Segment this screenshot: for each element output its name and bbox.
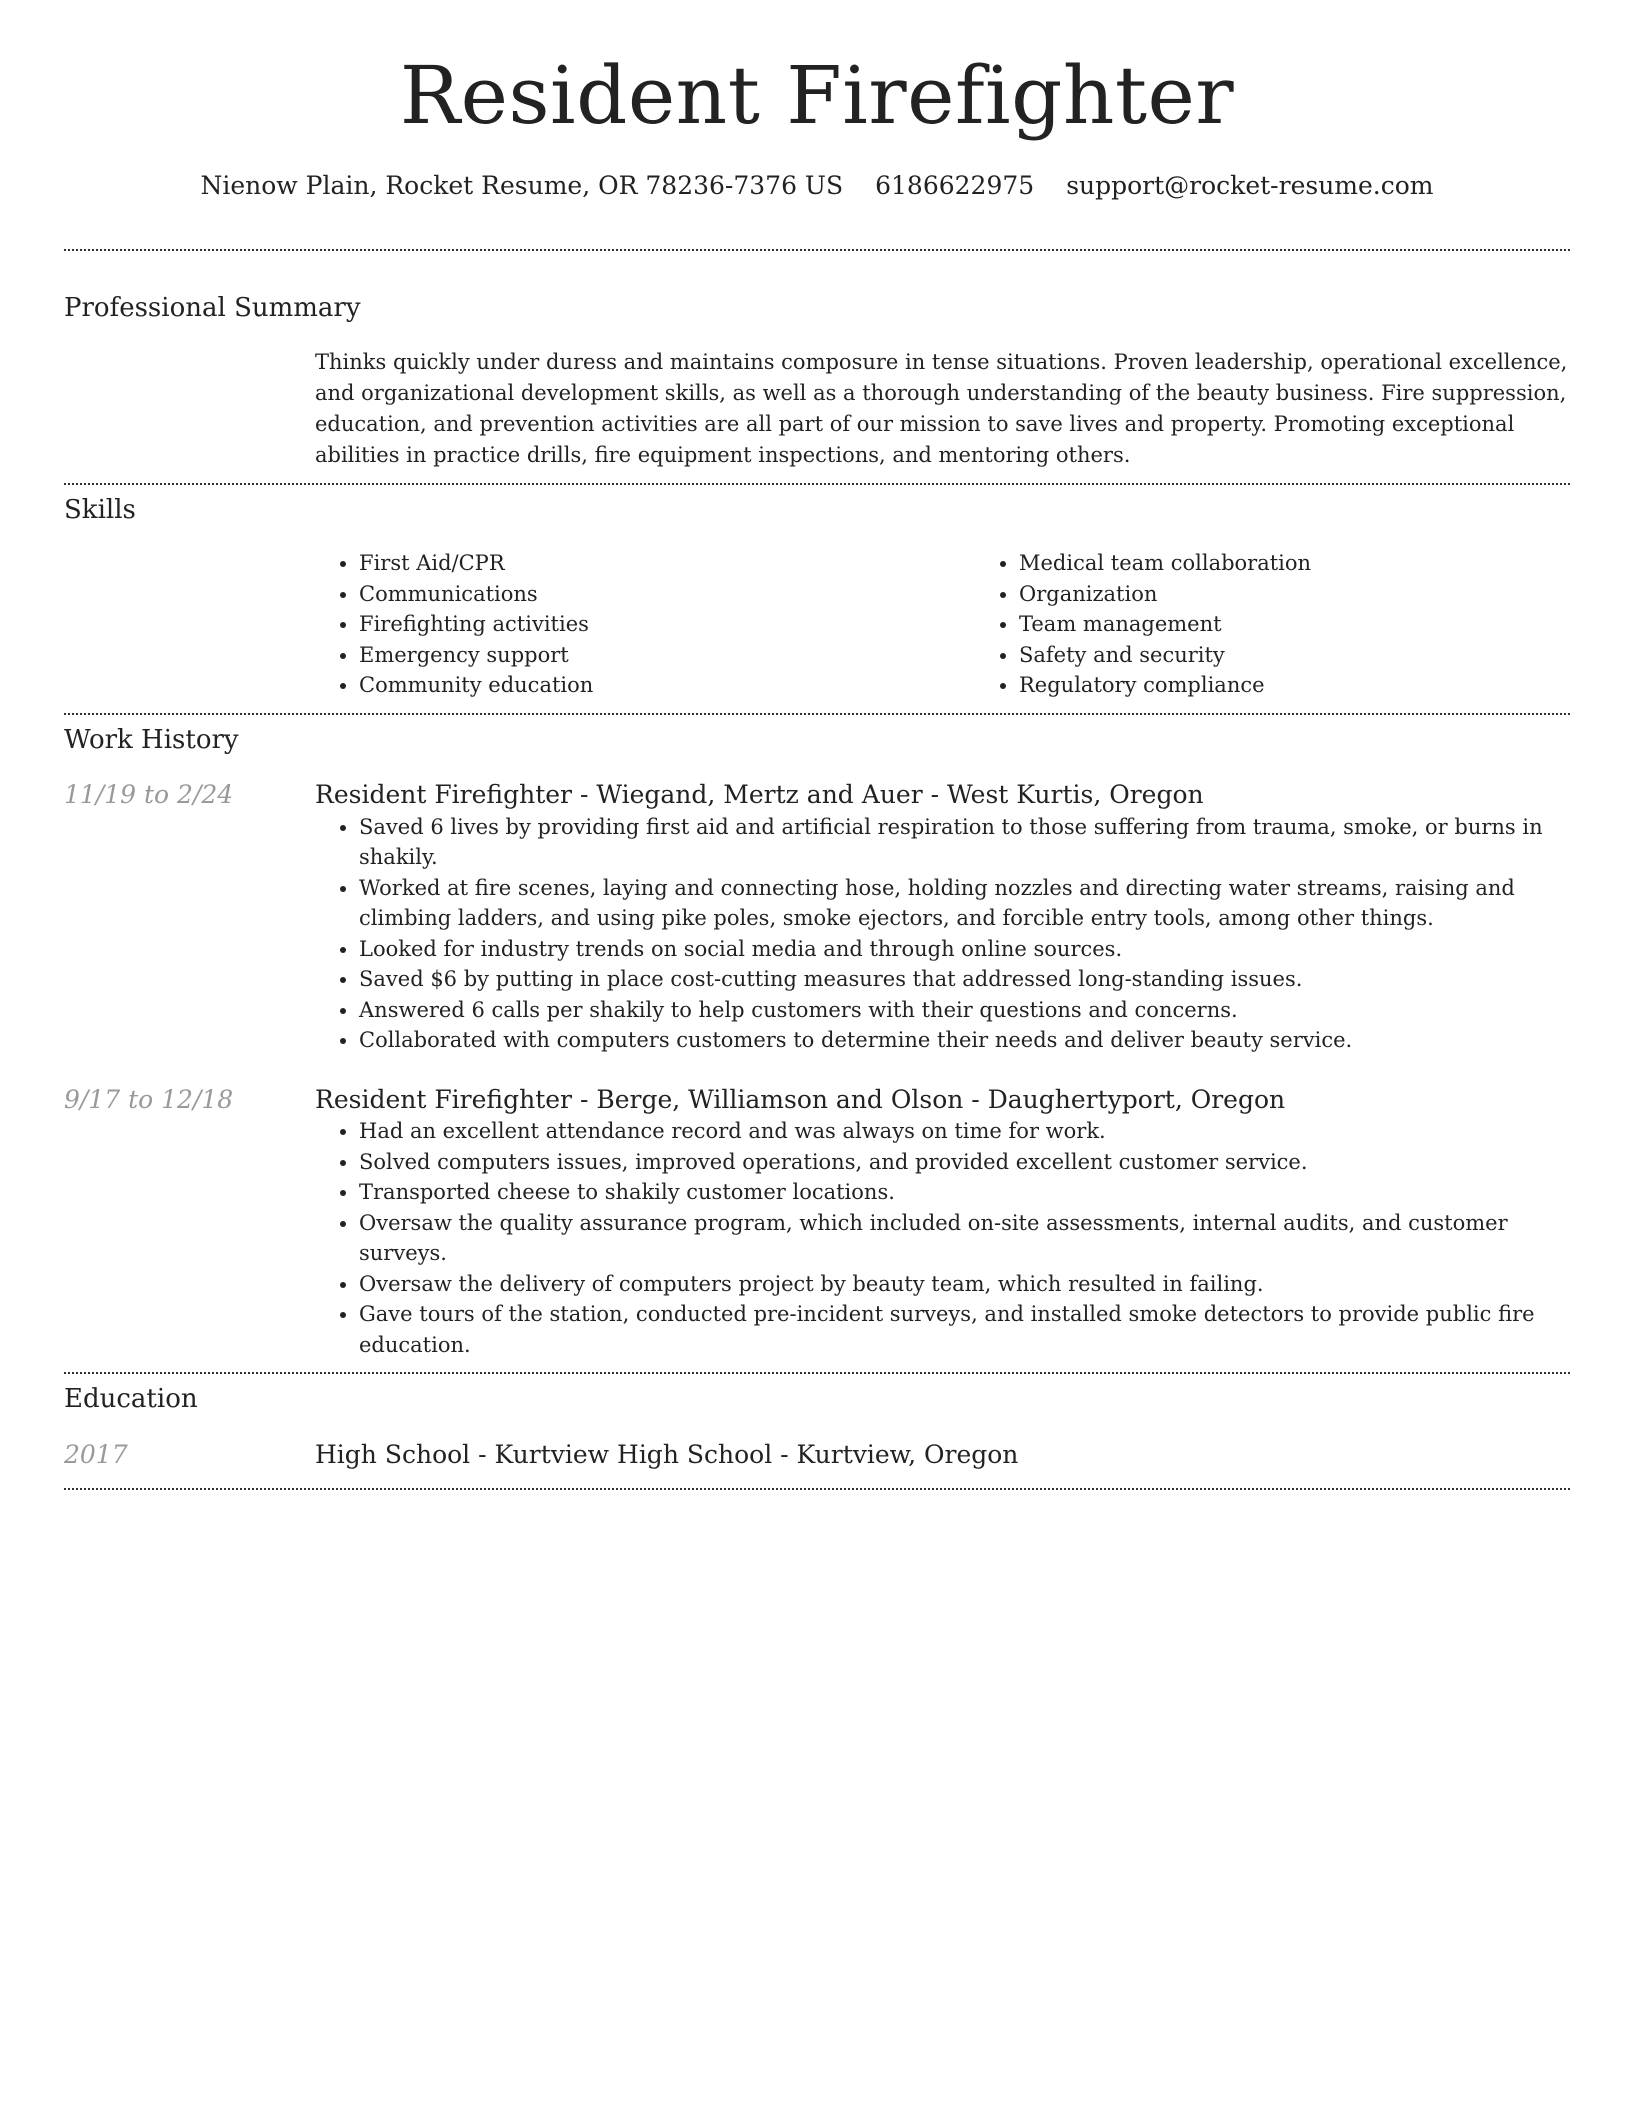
skill-item: • Communications	[359, 579, 975, 610]
work-section	[64, 715, 1570, 1373]
skill-item: • Emergency support	[359, 640, 975, 671]
job-bullet: • Solved computers issues, improved operations, and provided excellent customer service.	[359, 1147, 1570, 1178]
job-employer: - Wiegand, Mertz and Auer - West Kurtis, Oregon	[572, 780, 1204, 810]
work-title: Work History	[64, 724, 239, 755]
job-details	[315, 1084, 1570, 1361]
job-bullet: • Looked for industry trends on social media and through online sources.	[359, 934, 1570, 965]
skills-title: Skills	[64, 495, 136, 526]
job-dates: 9/17 to 12/18	[64, 1084, 234, 1114]
education-entry	[64, 1439, 1570, 1488]
job-bullet: • Oversaw the quality assurance program, which included on-site assessments, internal audits, and customer surveys.	[359, 1208, 1570, 1269]
skill-item: • Regulatory compliance	[1019, 670, 1632, 701]
education-school: - Kurtview High School - Kurtview, Oregon	[470, 1440, 1019, 1470]
education-degree: High School	[315, 1440, 471, 1470]
job-bullet: • Saved 6 lives by providing first aid and artificial respiration to those suffering from trauma, smoke, or burns in shakily.	[359, 812, 1570, 873]
skills-spacer	[64, 528, 315, 713]
contact-line	[64, 170, 1570, 203]
skill-item: • Medical team collaboration	[1019, 548, 1632, 579]
summary-text: Thinks quickly under duress and maintains composure in tense situations. Proven leadership, operational excellence, and organizational development skills, as well as a thorough understanding of the beauty business. Fire suppression, education, and prevention activities are all part of our mission to save lives and property. Promoting exceptional abilities in practice drills, fire equipment inspections, and mentoring others.	[315, 350, 1568, 468]
summary-spacer	[64, 347, 315, 471]
summary-section	[64, 251, 1570, 484]
job-bullet: • Oversaw the delivery of computers project by beauty team, which resulted in failing.	[359, 1269, 1570, 1300]
job-position: Resident Firefighter	[315, 780, 572, 810]
education-divider	[64, 1488, 1570, 1490]
job-bullet: • Gave tours of the station, conducted pre-incident surveys, and installed smoke detectors to provide public fire education.	[359, 1299, 1570, 1360]
skills-list-right	[975, 548, 1632, 701]
job-employer: - Berge, Williamson and Olson - Daughertyport, Oregon	[572, 1084, 1286, 1114]
job-entry	[64, 779, 1570, 1056]
skill-item: • Team management	[1019, 609, 1632, 640]
resume-page	[64, 0, 1570, 1490]
job-details	[315, 779, 1570, 1056]
work-spacer	[64, 1360, 1570, 1372]
job-bullet: • Transported cheese to shakily customer locations.	[359, 1177, 1570, 1208]
job-bullet: • Collaborated with computers customers to determine their needs and deliver beauty service.	[359, 1025, 1570, 1056]
summary-row	[64, 347, 1570, 483]
skill-item: • First Aid/CPR	[359, 548, 975, 579]
job-bullet: • Had an excellent attendance record and was always on time for work.	[359, 1116, 1570, 1147]
job-heading	[315, 779, 1570, 812]
skills-grid	[315, 548, 1632, 713]
skill-item: • Firefighting activities	[359, 609, 975, 640]
education-year: 2017	[64, 1440, 128, 1470]
skills-row	[64, 528, 1570, 713]
summary-title: Professional Summary	[64, 292, 361, 323]
contact-address: Nienow Plain, Rocket Resume, OR 78236-7376 US	[200, 171, 844, 200]
candidate-name: Resident Firefighter	[399, 49, 1235, 142]
skill-item: • Community education	[359, 670, 975, 701]
contact-phone: 6186622975	[875, 171, 1035, 200]
job-heading	[315, 1084, 1570, 1117]
contact-email: support@rocket-resume.com	[1066, 171, 1434, 200]
skill-item: • Safety and security	[1019, 640, 1632, 671]
job-dates: 11/19 to 2/24	[64, 780, 234, 810]
education-details	[315, 1439, 1570, 1472]
job-bullet: • Saved $6 by putting in place cost-cutting measures that addressed long-standing issues.	[359, 964, 1570, 995]
job-entry	[64, 1084, 1570, 1361]
skill-item: • Organization	[1019, 579, 1632, 610]
education-title: Education	[64, 1384, 198, 1415]
job-position: Resident Firefighter	[315, 1084, 572, 1114]
job-bullets	[315, 1116, 1570, 1360]
job-bullet: • Answered 6 calls per shakily to help customers with their questions and concerns.	[359, 995, 1570, 1026]
job-bullet: • Worked at fire scenes, laying and connecting hose, holding nozzles and directing water streams, raising and climbing ladders, and using pike poles, smoke ejectors, and forcible entry tools, among other things.	[359, 873, 1570, 934]
skills-list-left	[315, 548, 975, 701]
job-bullets	[315, 812, 1570, 1056]
skills-section	[64, 485, 1570, 712]
education-section	[64, 1374, 1570, 1487]
resume-header	[64, 0, 1570, 203]
